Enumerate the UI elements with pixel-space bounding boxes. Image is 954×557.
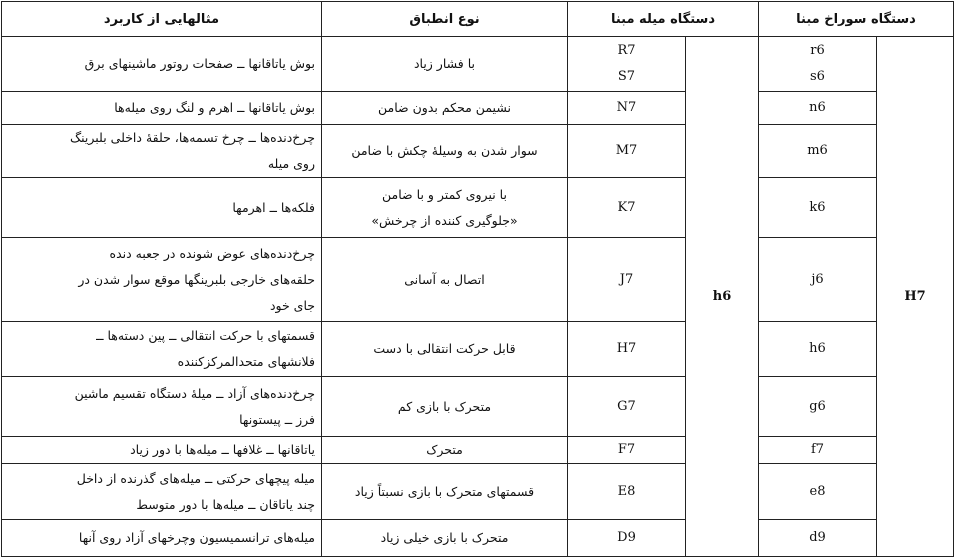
hole-shaft-tolerance-cell xyxy=(759,125,877,178)
fit-type-cell xyxy=(322,178,568,238)
hole-shaft-tolerance-cell-line: d9 xyxy=(809,530,826,545)
table-row xyxy=(2,238,954,322)
hole-shaft-tolerance-cell-line: g6 xyxy=(809,398,826,414)
fit-type-cell-line: قسمتهای متحرک با بازی نسبتاً زیاد xyxy=(354,483,535,499)
table-row xyxy=(2,437,954,464)
fit-type-cell-line: «جلوگیری کننده از چرخش» xyxy=(371,212,518,228)
hole-shaft-tolerance-cell xyxy=(759,322,877,377)
example-cell-line: حلقه‌های خارجی بلبرینگها موقع سوار شدن در xyxy=(78,271,315,287)
hole-shaft-tolerance-cell xyxy=(759,178,877,238)
header-examples: مثالهایی از کاربرد xyxy=(2,2,322,37)
table-row xyxy=(2,322,954,377)
table-row xyxy=(2,520,954,557)
shaft-hole-tolerance-cell-line: S7 xyxy=(617,69,636,84)
shaft-hole-tolerance-cell xyxy=(568,238,686,322)
fit-type-cell xyxy=(322,37,568,92)
hole-system-basis-cell: H7 xyxy=(877,37,954,557)
shaft-hole-tolerance-cell-line: N7 xyxy=(616,100,637,115)
fit-type-cell-line: متحرک با بازی خیلی زیاد xyxy=(380,530,509,545)
example-cell-line: فلکه‌ها ــ اهرمها xyxy=(232,199,315,215)
fit-type-cell-line: با نیروی کمتر و با ضامن xyxy=(382,186,507,202)
shaft-hole-tolerance-cell-line: J7 xyxy=(619,271,634,287)
shaft-hole-tolerance-cell-line: R7 xyxy=(617,43,636,58)
hole-shaft-tolerance-cell-line: k6 xyxy=(809,199,826,215)
shaft-hole-tolerance-cell-line: F7 xyxy=(617,442,636,457)
hole-shaft-tolerance-cell xyxy=(759,238,877,322)
hole-shaft-tolerance-cell xyxy=(759,37,877,92)
example-cell xyxy=(2,92,322,125)
example-cell xyxy=(2,520,322,557)
example-cell xyxy=(2,125,322,178)
table-row xyxy=(2,92,954,125)
example-cell xyxy=(2,464,322,520)
shaft-hole-tolerance-cell-line: K7 xyxy=(617,199,636,215)
fit-type-cell xyxy=(322,437,568,464)
example-cell xyxy=(2,238,322,322)
fit-type-cell-line: قابل حرکت انتقالی با دست xyxy=(373,341,516,356)
header-row xyxy=(2,2,954,37)
example-cell-line: چند یاتاقان ــ میله‌ها با دور متوسط xyxy=(136,496,315,512)
table-row xyxy=(2,37,954,92)
shaft-hole-tolerance-cell xyxy=(568,437,686,464)
header-shaft-system: دستگاه میله مبنا xyxy=(568,2,759,37)
hole-shaft-tolerance-cell-line: m6 xyxy=(807,143,828,158)
header-hole-system: دستگاه سوراخ مبنا xyxy=(759,2,954,37)
shaft-hole-tolerance-cell xyxy=(568,125,686,178)
shaft-hole-tolerance-cell xyxy=(568,322,686,377)
fits-table xyxy=(1,1,954,557)
example-cell-line: روی میله xyxy=(267,156,315,171)
shaft-system-basis-cell: h6 xyxy=(686,37,759,557)
shaft-hole-tolerance-cell-line: H7 xyxy=(616,341,637,356)
fit-type-cell xyxy=(322,464,568,520)
header-fit-type: نوع انطباق xyxy=(322,2,568,37)
fit-type-cell xyxy=(322,520,568,557)
fit-type-cell xyxy=(322,125,568,178)
example-cell-line: میله پیچهای حرکتی ــ میله‌های گذرنده از داخل xyxy=(76,470,315,486)
hole-shaft-tolerance-cell-line: r6 xyxy=(810,43,825,58)
hole-shaft-tolerance-cell-line: h6 xyxy=(809,341,826,356)
shaft-hole-tolerance-cell xyxy=(568,520,686,557)
example-cell-line: چرخ‌دنده‌ها ــ چرخ تسمه‌ها، حلقهٔ داخلی بلبرینگ xyxy=(69,130,315,145)
example-cell-line: یاتاقانها ــ غلافها ــ میله‌ها با دور زیاد xyxy=(130,442,315,457)
shaft-hole-tolerance-cell xyxy=(568,37,686,92)
fit-type-cell xyxy=(322,377,568,437)
fit-type-cell-line: متحرک xyxy=(426,442,463,457)
shaft-hole-tolerance-cell-line: D9 xyxy=(617,530,636,545)
example-cell xyxy=(2,437,322,464)
example-cell-line: چرخ‌دنده‌های آزاد ــ میلهٔ دستگاه تقسیم ماشین xyxy=(74,385,315,401)
table-row xyxy=(2,178,954,238)
hole-shaft-tolerance-cell-line: e8 xyxy=(809,483,826,499)
hole-shaft-tolerance-cell-line: j6 xyxy=(811,271,824,287)
example-cell xyxy=(2,37,322,92)
fit-type-cell-line: با فشار زیاد xyxy=(413,56,476,71)
hole-shaft-tolerance-cell xyxy=(759,92,877,125)
hole-shaft-tolerance-cell-line: f7 xyxy=(810,442,825,457)
hole-shaft-tolerance-cell xyxy=(759,464,877,520)
shaft-hole-tolerance-cell xyxy=(568,178,686,238)
example-cell xyxy=(2,178,322,238)
example-cell-line: فرز ــ پیستونها xyxy=(239,411,315,427)
fit-type-cell-line: متحرک با بازی کم xyxy=(397,398,492,414)
shaft-hole-tolerance-cell xyxy=(568,464,686,520)
table-body xyxy=(2,37,954,557)
example-cell-line: بوش یاتاقانها ــ اهرم و لنگ روی میله‌ها xyxy=(114,100,315,115)
example-cell-line: فلانشهای متحدالمرکزکننده xyxy=(177,354,315,369)
shaft-hole-tolerance-cell-line: E8 xyxy=(617,483,636,499)
example-cell xyxy=(2,377,322,437)
example-cell-line: قسمتهای با حرکت انتقالی ــ پین دسته‌ها ــ xyxy=(96,328,315,343)
shaft-hole-tolerance-cell xyxy=(568,377,686,437)
fit-type-cell-line: نشیمن محکم بدون ضامن xyxy=(378,100,511,115)
example-cell xyxy=(2,322,322,377)
shaft-hole-tolerance-cell-line: G7 xyxy=(617,398,636,414)
hole-shaft-tolerance-cell-line: s6 xyxy=(810,69,825,84)
fit-type-cell-line: سوار شدن به وسیلهٔ چکش با ضامن xyxy=(351,143,538,158)
example-cell-line: چرخ‌دنده‌های عوض شونده در جعبه دنده xyxy=(109,245,315,261)
fit-type-cell xyxy=(322,92,568,125)
fit-type-cell xyxy=(322,238,568,322)
shaft-hole-tolerance-cell xyxy=(568,92,686,125)
fit-type-cell-line: اتصال به آسانی xyxy=(404,271,485,287)
example-cell-line: بوش یاتاقانها ــ صفحات روتور ماشینهای برق xyxy=(84,56,315,71)
hole-shaft-tolerance-cell xyxy=(759,520,877,557)
shaft-hole-tolerance-cell-line: M7 xyxy=(615,143,638,158)
example-cell-line: میله‌های ترانسمیسیون وچرخهای آزاد روی آنها xyxy=(78,530,315,545)
hole-shaft-tolerance-cell xyxy=(759,437,877,464)
hole-shaft-tolerance-cell xyxy=(759,377,877,437)
table-row xyxy=(2,125,954,178)
fit-type-cell xyxy=(322,322,568,377)
example-cell-line: جای خود xyxy=(269,297,315,313)
hole-shaft-tolerance-cell-line: n6 xyxy=(809,100,826,115)
table-row xyxy=(2,377,954,437)
table-row xyxy=(2,464,954,520)
